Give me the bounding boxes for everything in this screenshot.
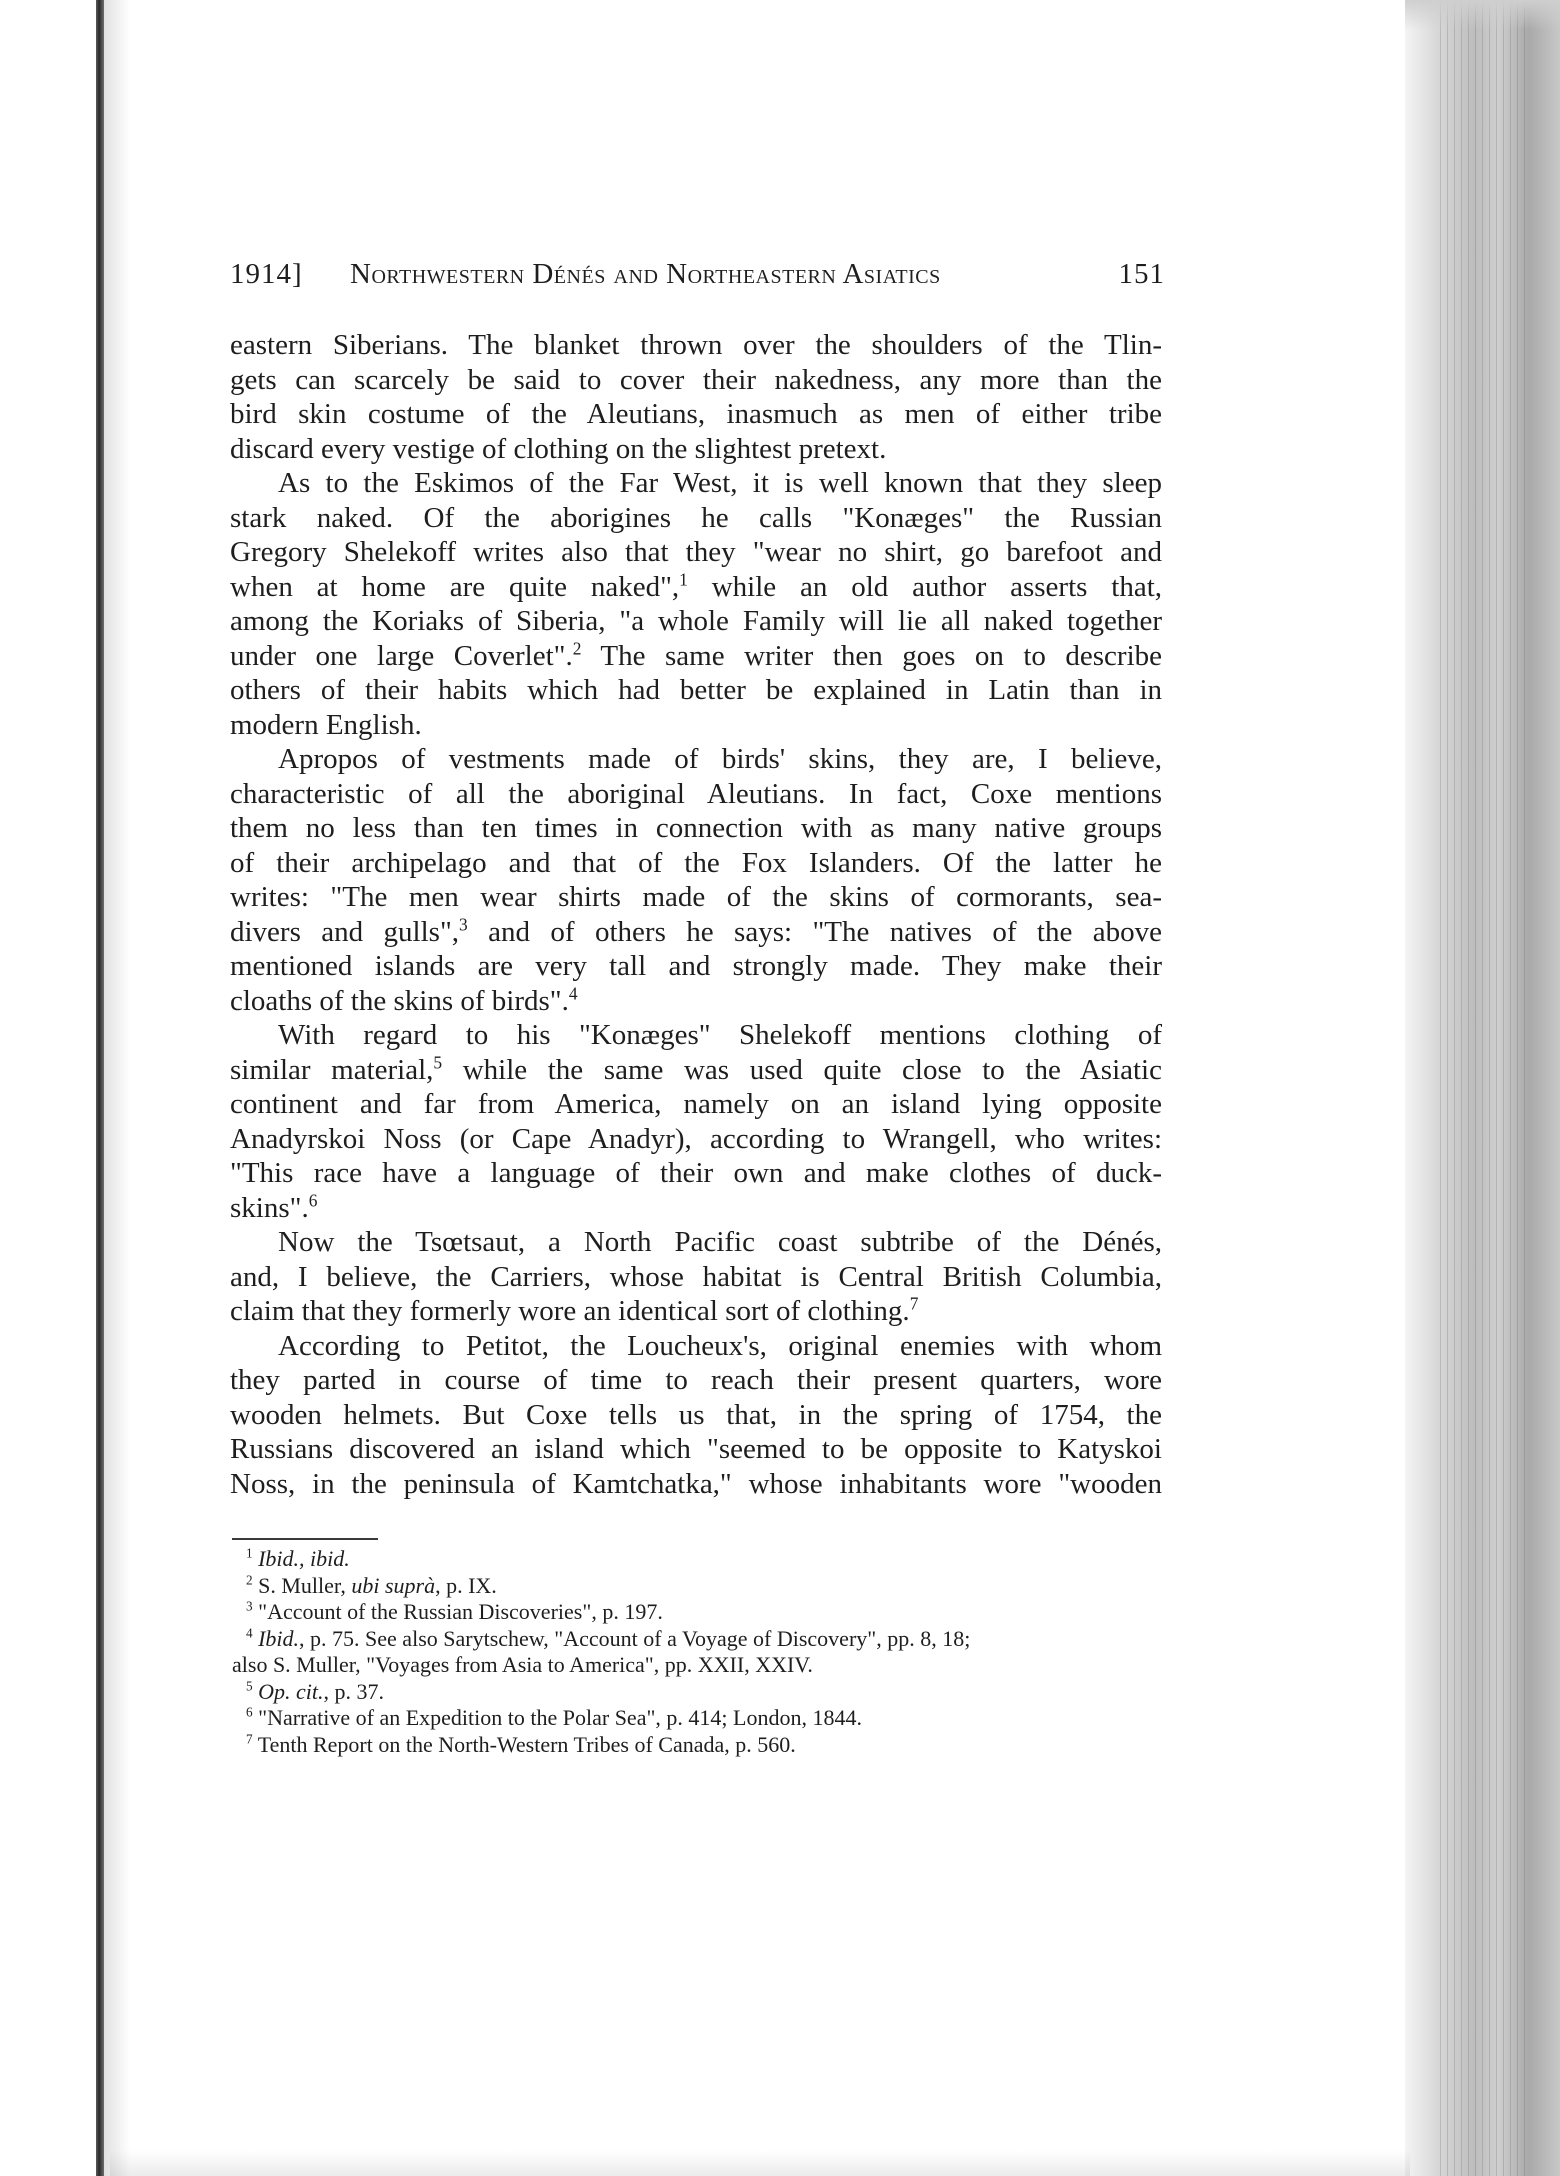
footnote-text: ubi suprà	[351, 1572, 436, 1598]
text-line	[230, 915, 1162, 950]
text-line: As to the Eskimos of the Far West, it is well known that they sleep	[278, 467, 1162, 499]
text-fragment: divers and gulls",	[230, 915, 460, 948]
text-fragment: similar material,	[230, 1053, 434, 1086]
footnote-ref: 3	[459, 913, 468, 934]
footnote-text: , p. IX.	[435, 1572, 497, 1598]
text-line: others of their habits which had better be explained in Latin than in	[230, 674, 1162, 706]
footnote	[232, 1732, 1162, 1759]
text-line	[230, 1191, 1162, 1226]
footnote-mark: 2	[246, 1572, 253, 1588]
footnote-mark: 4	[246, 1625, 253, 1641]
footnote-continuation: also S. Muller, "Voyages from Asia to America", pp. XXII, XXIV.	[232, 1652, 813, 1677]
text-fragment: The same writer then goes on to describe	[581, 639, 1162, 672]
text-line: bird skin costume of the Aleutians, inasmuch as men of either tribe	[230, 398, 1162, 430]
footnote-ref: 6	[308, 1189, 318, 1210]
footnote-text: S. Muller,	[258, 1572, 352, 1598]
footnote	[232, 1573, 1162, 1600]
footnote-ref: 4	[568, 982, 578, 1003]
text-fragment: while the same was used quite close to the Asiatic	[442, 1053, 1162, 1086]
text-line: modern English.	[230, 708, 422, 741]
text-line: of their archipelago and that of the Fox Islanders. Of the latter he	[230, 846, 1162, 879]
text-line: Gregory Shelekoff writes also that they "wear no shirt, go barefoot and	[230, 536, 1162, 568]
footnote-text: , p. 75. See also Sarytschew, "Account of a Voyage of Discovery", pp. 8, 18;	[299, 1625, 971, 1651]
footnote-mark: 3	[246, 1598, 253, 1614]
footnote-text: Op. cit.	[258, 1678, 324, 1704]
text-line: and, I believe, the Carriers, whose habitat is Central British Columbia,	[230, 1260, 1162, 1293]
text-line: writes: "The men wear shirts made of the skins of cormorants, sea-	[230, 881, 1162, 913]
footnote-mark: 6	[246, 1704, 253, 1720]
footnote-text: Ibid., ibid.	[258, 1546, 350, 1571]
footnote-ref: 2	[572, 637, 582, 658]
text-line: Anadyrskoi Noss (or Cape Anadyr), according to Wrangell, who writes:	[230, 1122, 1162, 1155]
gutter-shadow	[104, 0, 130, 2176]
footnote-ref: 5	[433, 1051, 443, 1072]
text-line: Russians discovered an island which "seemed to be opposite to Katyskoi	[230, 1433, 1162, 1465]
text-line: With regard to his "Konæges" Shelekoff mentions clothing of	[278, 1019, 1162, 1051]
page-top-shadow	[1405, 0, 1560, 30]
text-fragment: while an old author asserts that,	[687, 570, 1162, 603]
text-line: Apropos of vestments made of birds' skins, they are, I believe,	[278, 743, 1162, 775]
text-line: among the Koriaks of Siberia, "a whole Family will lie all naked together	[230, 605, 1162, 637]
footnote-text: Ibid.	[258, 1625, 300, 1651]
text-line: continent and far from America, namely on an island lying opposite	[230, 1088, 1162, 1120]
footnote-text: , p. 37.	[323, 1678, 384, 1704]
text-line: them no less than ten times in connection with as many native groups	[230, 812, 1162, 844]
footnote-text: Tenth Report on the North-Western Tribes of Canada, p. 560.	[257, 1731, 796, 1757]
text-line	[230, 570, 1162, 605]
text-line: wooden helmets. But Coxe tells us that, in the spring of 1754, the	[230, 1398, 1162, 1431]
book-gutter	[96, 0, 104, 2176]
text-fragment: skins".	[230, 1191, 309, 1224]
text-line: eastern Siberians. The blanket thrown over the shoulders of the Tlin-	[230, 329, 1162, 361]
text-fragment: claim that they formerly wore an identical sort of clothing.	[230, 1295, 910, 1327]
text-line: Noss, in the peninsula of Kamtchatka," whose inhabitants wore "wooden	[230, 1467, 1162, 1500]
text-line: gets can scarcely be said to cover their nakedness, any more than the	[230, 363, 1162, 396]
text-line: Now the Tsœtsaut, a North Pacific coast subtribe of the Dénés,	[278, 1226, 1162, 1258]
text-line: stark naked. Of the aborigines he calls "Konæges" the Russian	[230, 501, 1162, 534]
footnote	[232, 1679, 1162, 1706]
body-text	[230, 328, 1162, 1501]
text-fragment: under one large Coverlet".	[230, 639, 573, 672]
text-fragment: when at home are quite naked",	[230, 570, 680, 603]
header-year: 1914]	[230, 258, 303, 290]
text-line: discard every vestige of clothing on the slightest pretext.	[230, 432, 887, 465]
page-number: 151	[1118, 258, 1165, 290]
footnote-text: "Narrative of an Expedition to the Polar Sea", p. 414; London, 1844.	[258, 1705, 862, 1730]
bottom-edge-shadow	[110, 2150, 1410, 2176]
footnote-mark: 1	[246, 1545, 253, 1561]
footnote-mark: 5	[246, 1678, 253, 1694]
running-header	[230, 258, 1165, 298]
text-line: "This race have a language of their own and make clothes of duck-	[230, 1157, 1162, 1189]
text-line: they parted in course of time to reach their present quarters, wore	[230, 1364, 1162, 1396]
text-line: mentioned islands are very tall and strongly made. They make their	[230, 950, 1162, 982]
footnote-mark: 7	[246, 1731, 253, 1747]
footnote	[232, 1705, 1162, 1732]
footnote-ref: 7	[909, 1293, 919, 1314]
page-stack-lines	[1440, 0, 1530, 2176]
text-line	[230, 1053, 1162, 1088]
footnote-ref: 1	[679, 568, 688, 589]
footnote	[232, 1599, 1162, 1626]
footnote-rule	[232, 1538, 378, 1540]
footnotes	[232, 1546, 1162, 1758]
text-line	[230, 984, 1162, 1019]
text-fragment: and of others he says: "The natives of the above	[467, 915, 1162, 948]
text-fragment: cloaths of the skins of birds".	[230, 984, 569, 1017]
text-line	[230, 1294, 1162, 1329]
footnote	[232, 1546, 1162, 1573]
footnote	[232, 1626, 1162, 1653]
text-line: characteristic of all the aboriginal Aleutians. In fact, Coxe mentions	[230, 777, 1162, 810]
footnote-text: "Account of the Russian Discoveries", p. 197.	[258, 1599, 663, 1624]
running-title: Northwestern Dénés and Northeastern Asiatics	[350, 258, 941, 290]
text-line	[230, 639, 1162, 674]
text-line: According to Petitot, the Loucheux's, original enemies with whom	[278, 1329, 1162, 1362]
